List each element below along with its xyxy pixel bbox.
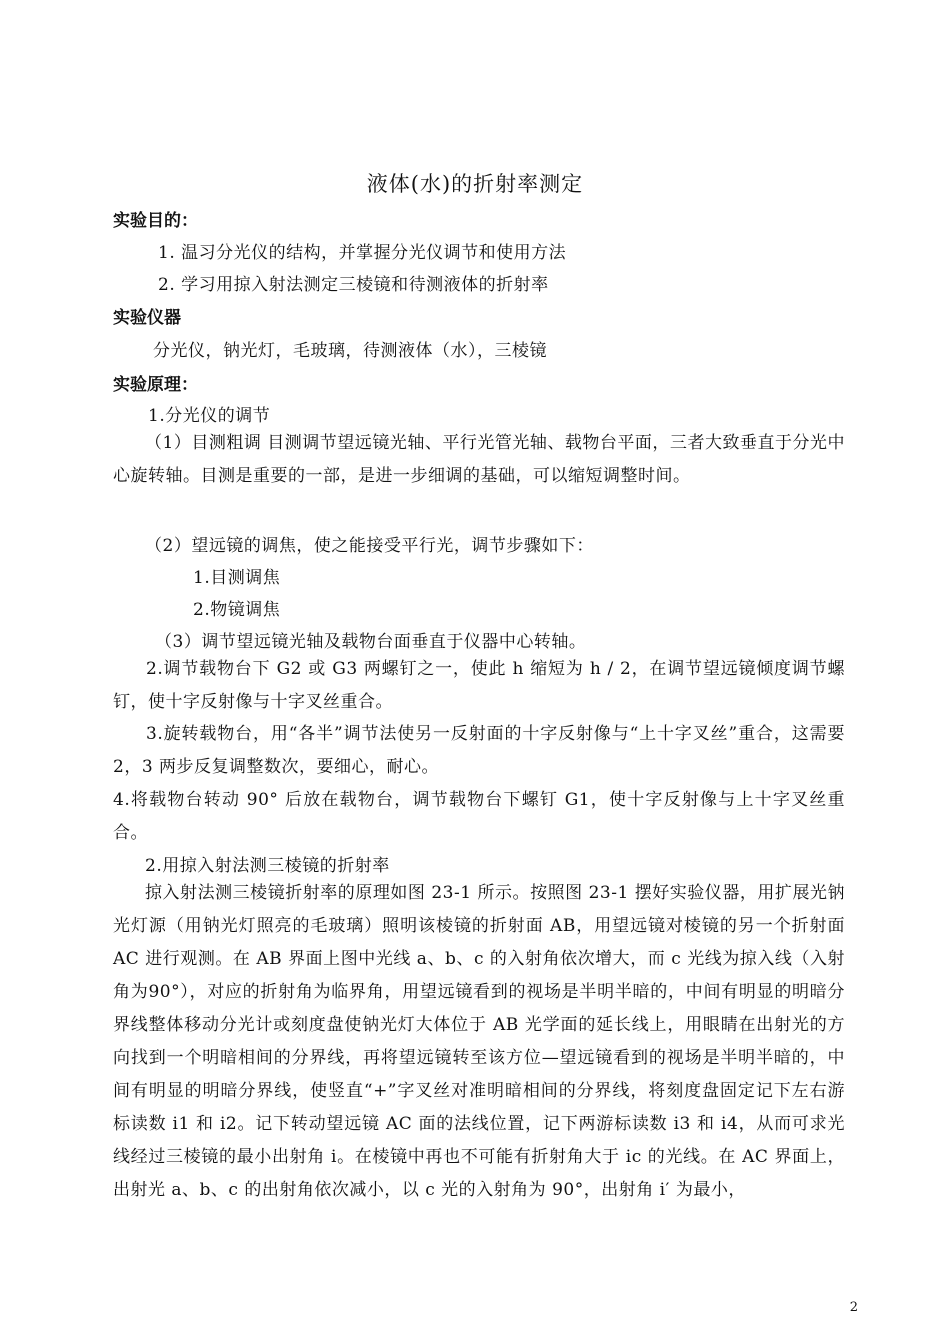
paragraph-telescope-focus: （2）望远镜的调焦，使之能接受平行光，调节步骤如下：: [145, 536, 594, 556]
paragraph-axis-adjust: （3）调节望远镜光轴及载物台面垂直于仪器中心转轴。: [155, 632, 587, 652]
purpose-item-1: 1. 温习分光仪的结构，并掌握分光仪调节和使用方法: [158, 243, 567, 263]
step-4-paragraph: 4.将载物台转动 90° 后放在载物台，调节载物台下螺钉 G1，使十字反射像与上十字叉丝重合。: [113, 790, 845, 843]
instruments-heading: 实验仪器: [113, 308, 181, 328]
paragraph-coarse-adjust: （1）目测粗调 目测调节望远镜光轴、平行光管光轴、载物台平面，三者大致垂直于分光中心旋转轴。目测是重要的一部，是进一步细调的基础，可以缩短调整时间。: [113, 433, 845, 486]
page-number: 2: [849, 1300, 858, 1315]
principle-subheading-1: 1.分光仪的调节: [148, 406, 271, 426]
step-3-paragraph: 3.旋转载物台，用“各半”调节法使另一反射面的十字反射像与“上十字叉丝”重合，这需要 2，3 两步反复调整数次，要细心，耐心。: [113, 724, 845, 777]
page-title: 液体(水)的折射率测定: [366, 172, 584, 196]
focus-step-1: 1.目测调焦: [193, 568, 281, 588]
instruments-text: 分光仪，钠光灯，毛玻璃，待测液体（水），三棱镜: [153, 341, 547, 361]
grazing-incidence-paragraph: 掠入射法测三棱镜折射率的原理如图 23-1 所示。按照图 23-1 摆好实验仪器，用扩展光钠光灯源（用钠光灯照亮的毛玻璃）照明该棱镜的折射面 AB，用望远镜对棱镜的另一个折射面 AC 进行观测。在 AB 界面上图中光线 a、b、c 的入射角依次增大，而 c 光线为掠入线（入射角为90°），对应的折射角为临界角，用望远镜看到的视场是半明半暗的，中间有明显的明暗分界线整体移动分光计或刻度盘使钠光灯大体位于 AB 光学面的延长线上，用眼睛在出射光的方向找到一个明暗相间的分界线，再将望远镜转至该方位—望远镜看到的视场是半明半暗的，中间有明显的明暗分界线，使竖直“+”字叉丝对准明暗相间的分界线，将刻度盘固定记下左右游标读数 i1 和 i2。记下转动望远镜 AC 面的法线位置，记下两游标读数 i3 和 i4，从而可求光线经过三棱镜的最小出射角 i。在棱镜中再也不可能有折射角大于 ic 的光线。在 AC 界面上，出射光 a、b、c 的出射角依次减小，以 c 光的入射角为 90°，出射角 i′ 为最小，: [113, 883, 845, 1200]
step-2-paragraph: 2.调节载物台下 G2 或 G3 两螺钉之一，使此 h 缩短为 h / 2，在调节望远镜倾度调节螺钉，使十字反射像与十字叉丝重合。: [113, 659, 845, 712]
principle-subheading-2: 2.用掠入射法测三棱镜的折射率: [145, 856, 390, 876]
focus-step-2: 2.物镜调焦: [193, 600, 281, 620]
purpose-item-2: 2. 学习用掠入射法测定三棱镜和待测液体的折射率: [158, 275, 549, 295]
principle-heading: 实验原理：: [113, 375, 198, 395]
purpose-heading: 实验目的：: [113, 211, 198, 231]
